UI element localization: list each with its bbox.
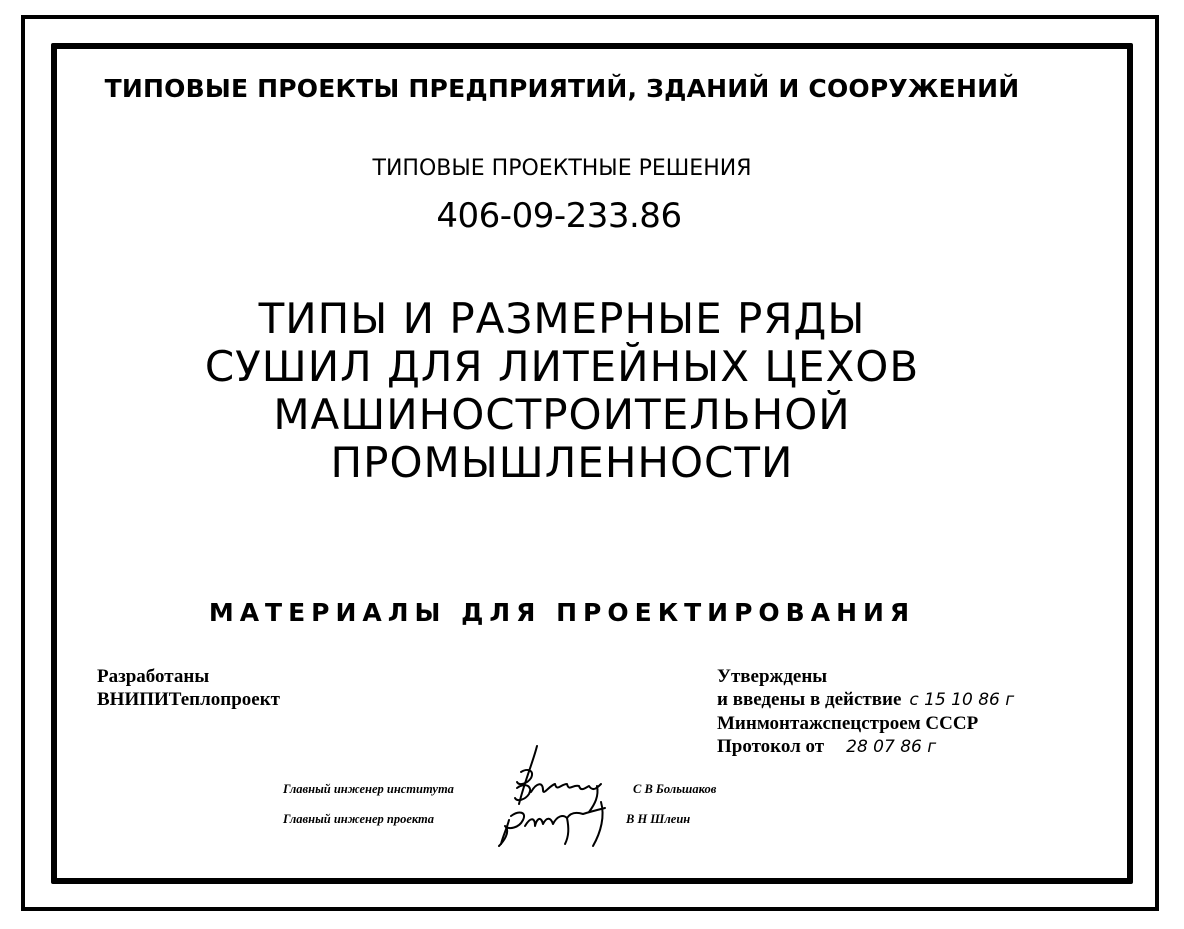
signatory-role: Главный инженер проекта (283, 812, 435, 826)
document-title (0, 295, 1124, 487)
enacted-line (717, 688, 1014, 712)
protocol-line (717, 735, 1014, 759)
approval-block (717, 665, 1014, 759)
enacted-date: с 15 10 86 г (909, 690, 1015, 710)
materials-heading: МАТЕРИАЛЫ ДЛЯ ПРОЕКТИРОВАНИЯ (208, 598, 916, 627)
title-line-4: ПРОМЫШЛЕННОСТИ (330, 438, 794, 487)
signatory-role: Главный инженер института (283, 782, 454, 796)
protocol-date: 28 07 86 г (846, 737, 937, 757)
approving-authority: Минмонтажспецстроем СССР (717, 713, 979, 734)
subseries-heading: ТИПОВЫЕ ПРОЕКТНЫЕ РЕШЕНИЯ (372, 156, 752, 181)
developer-block (97, 665, 280, 711)
project-code: 406-09-233.86 (436, 196, 682, 236)
developer-org: ВНИПИТеплопроект (97, 689, 281, 710)
title-line-2: СУШИЛ ДЛЯ ЛИТЕЙНЫХ ЦЕХОВ (204, 342, 920, 391)
enacted-label: и введены в действие (717, 689, 902, 710)
protocol-label: Протокол от (717, 736, 825, 757)
signatory-name: С В Большаков (633, 782, 717, 796)
handwritten-signatures (497, 742, 627, 854)
series-heading: ТИПОВЫЕ ПРОЕКТЫ ПРЕДПРИЯТИЙ, ЗДАНИЙ И СООРУЖЕНИЙ (104, 74, 1020, 103)
title-line-1: ТИПЫ И РАЗМЕРНЫЕ РЯДЫ (258, 294, 866, 343)
signatory-name: В Н Шлеин (626, 812, 691, 826)
title-line-3: МАШИНОСТРОИТЕЛЬНОЙ (273, 390, 851, 439)
developed-label: Разработаны (97, 666, 210, 687)
approved-label: Утверждены (717, 666, 828, 687)
